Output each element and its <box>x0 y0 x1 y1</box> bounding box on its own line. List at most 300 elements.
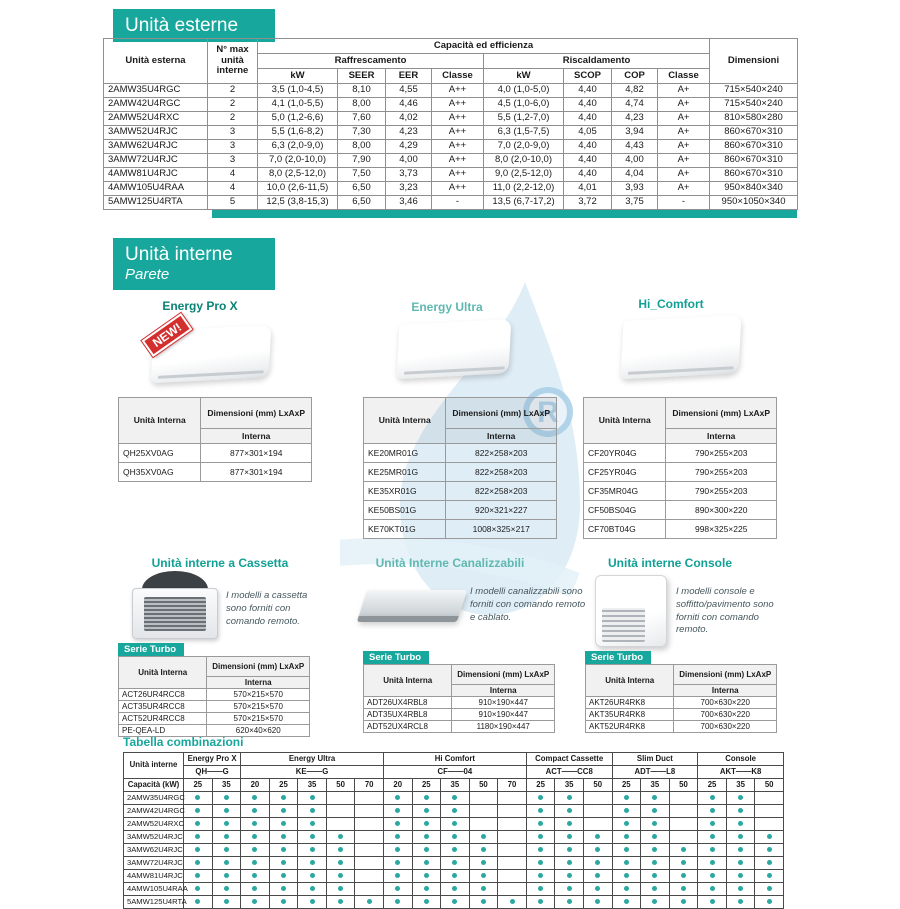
external-value-cell: 810×580×280 <box>710 112 798 126</box>
external-value-cell: 950×840×340 <box>710 182 798 196</box>
compatibility-dot <box>224 808 229 813</box>
compatibility-cell <box>355 831 384 844</box>
external-value-cell: 4,40 <box>564 140 612 154</box>
compatibility-cell <box>698 792 727 805</box>
group-code-header: KE——G <box>241 766 384 779</box>
model-cell: KE35XR01G <box>364 482 446 501</box>
compatibility-cell <box>298 818 327 831</box>
compatibility-cell <box>184 792 213 805</box>
compatibility-cell <box>469 831 498 844</box>
group-name-header: Console <box>698 753 784 766</box>
compatibility-dot <box>281 873 286 878</box>
capacity-header: 50 <box>583 779 612 792</box>
compatibility-cell <box>383 870 412 883</box>
compatibility-cell <box>412 818 441 831</box>
capacity-header: 25 <box>526 779 555 792</box>
capacity-header: 35 <box>298 779 327 792</box>
compatibility-cell <box>583 870 612 883</box>
compatibility-cell <box>269 831 298 844</box>
compatibility-dot <box>424 860 429 865</box>
external-value-cell: 8,10 <box>338 84 386 98</box>
compatibility-dot <box>595 860 600 865</box>
compatibility-cell <box>583 805 612 818</box>
combination-model-cell: 2AMW42U4RGC <box>124 805 184 818</box>
external-subheader: SCOP <box>564 69 612 84</box>
compatibility-cell <box>669 857 698 870</box>
compatibility-dot <box>567 821 572 826</box>
external-value-cell: 12,5 (3,8-15,3) <box>258 196 338 210</box>
dimensions-cell: 998×325×225 <box>666 520 777 539</box>
compatibility-dot <box>595 834 600 839</box>
compatibility-cell <box>241 896 270 909</box>
dimensions-cell: 570×215×570 <box>207 713 310 725</box>
external-value-cell: 4,40 <box>564 98 612 112</box>
compatibility-cell <box>583 792 612 805</box>
compatibility-cell <box>355 870 384 883</box>
external-value-cell: 6,50 <box>338 196 386 210</box>
teal-divider-bar <box>212 209 797 218</box>
dimensions-cell: 890×300×220 <box>666 501 777 520</box>
external-value-cell: A++ <box>432 126 484 140</box>
dimensions-cell: 910×190×447 <box>452 697 555 709</box>
description-console: I modelli console e soffitto/pavimento sono forniti con comando remoto. <box>676 586 774 636</box>
external-value-cell: 5 <box>208 196 258 210</box>
compatibility-cell <box>641 831 670 844</box>
compatibility-dot <box>252 860 257 865</box>
compatibility-cell <box>526 883 555 896</box>
spec-row <box>364 697 555 709</box>
combination-model-cell: 2AMW35U4RGC <box>124 792 184 805</box>
spec-row <box>364 721 555 733</box>
compatibility-cell <box>555 818 584 831</box>
dimensions-cell: 790×255×203 <box>666 463 777 482</box>
product-title-energy-pro-x: Energy Pro X <box>162 299 238 313</box>
compatibility-dot <box>310 821 315 826</box>
compatibility-dot <box>195 834 200 839</box>
compatibility-dot <box>767 873 772 878</box>
external-model-cell: 4AMW105U4RAA <box>104 182 208 196</box>
external-value-cell: 3,23 <box>386 182 432 196</box>
compatibility-cell <box>441 883 470 896</box>
group-name-header: Slim Duct <box>612 753 698 766</box>
compatibility-cell <box>498 870 527 883</box>
compatibility-dot <box>738 860 743 865</box>
compatibility-cell <box>726 896 755 909</box>
combination-row <box>124 857 784 870</box>
external-unit-row <box>104 84 798 98</box>
compatibility-dot <box>652 808 657 813</box>
capacity-header: 35 <box>441 779 470 792</box>
model-cell: ADT35UX4RBL8 <box>364 709 452 721</box>
header-interna: Interna <box>452 685 555 697</box>
compatibility-dot <box>195 847 200 852</box>
unit-vent <box>628 366 734 375</box>
compatibility-dot <box>624 860 629 865</box>
spec-row <box>119 713 310 725</box>
compatibility-cell <box>241 818 270 831</box>
compatibility-dot <box>224 834 229 839</box>
external-value-cell: 4,01 <box>564 182 612 196</box>
external-value-cell: 8,0 (2,5-12,0) <box>258 168 338 182</box>
compatibility-dot <box>738 821 743 826</box>
header-interna: Interna <box>666 429 777 444</box>
combination-row <box>124 818 784 831</box>
compatibility-cell <box>298 896 327 909</box>
group-name-header: Energy Pro X <box>184 753 241 766</box>
external-value-cell: A+ <box>658 154 710 168</box>
dimensions-cell: 700×630×220 <box>674 709 777 721</box>
compatibility-cell <box>412 883 441 896</box>
unit-vent <box>158 370 264 379</box>
compatibility-cell <box>555 870 584 883</box>
compatibility-dot <box>538 808 543 813</box>
external-units-table <box>103 38 798 210</box>
compatibility-dot <box>338 834 343 839</box>
compatibility-dot <box>310 795 315 800</box>
compatibility-cell <box>583 831 612 844</box>
dimensions-cell: 822×258×203 <box>446 482 557 501</box>
model-cell: ACT52UR4RCC8 <box>119 713 207 725</box>
external-value-cell: 4,55 <box>386 84 432 98</box>
compatibility-cell <box>184 831 213 844</box>
capacity-header: 25 <box>412 779 441 792</box>
compatibility-dot <box>567 795 572 800</box>
compatibility-dot <box>567 808 572 813</box>
spec-row <box>586 709 777 721</box>
external-value-cell: 2 <box>208 98 258 112</box>
combination-model-cell: 3AMW62U4RJC <box>124 844 184 857</box>
external-value-cell: 4,5 (1,0-6,0) <box>484 98 564 112</box>
external-unit-row <box>104 126 798 140</box>
spec-row <box>584 444 777 463</box>
external-value-cell: 4,05 <box>564 126 612 140</box>
compatibility-dot <box>338 886 343 891</box>
compatibility-cell <box>698 896 727 909</box>
compatibility-cell <box>641 896 670 909</box>
header-dimensioni: Dimensioni <box>710 39 798 84</box>
compatibility-dot <box>252 808 257 813</box>
external-value-cell: 2 <box>208 112 258 126</box>
compatibility-cell <box>412 792 441 805</box>
external-value-cell: A++ <box>432 98 484 112</box>
compatibility-dot <box>452 808 457 813</box>
compatibility-cell <box>526 792 555 805</box>
compatibility-dot <box>710 821 715 826</box>
compatibility-dot <box>310 847 315 852</box>
external-value-cell: A++ <box>432 140 484 154</box>
capacity-header: 50 <box>469 779 498 792</box>
spec-thead <box>584 398 777 444</box>
external-value-cell: 715×540×240 <box>710 84 798 98</box>
compatibility-cell <box>726 870 755 883</box>
external-value-cell: A+ <box>658 98 710 112</box>
compatibility-dot <box>252 886 257 891</box>
external-value-cell: 6,50 <box>338 182 386 196</box>
model-cell: AKT26UR4RK8 <box>586 697 674 709</box>
compatibility-dot <box>395 821 400 826</box>
external-value-cell: A+ <box>658 112 710 126</box>
compatibility-dot <box>452 821 457 826</box>
external-value-cell: A+ <box>658 140 710 154</box>
external-value-cell: - <box>432 196 484 210</box>
compatibility-cell <box>326 870 355 883</box>
compatibility-cell <box>698 818 727 831</box>
compatibility-cell <box>469 805 498 818</box>
compatibility-cell <box>326 883 355 896</box>
compatibility-dot <box>281 795 286 800</box>
compatibility-cell <box>583 896 612 909</box>
compatibility-dot <box>624 834 629 839</box>
external-value-cell: 4,74 <box>612 98 658 112</box>
external-subheader: Classe <box>658 69 710 84</box>
compatibility-cell <box>726 857 755 870</box>
compatibility-dot <box>481 860 486 865</box>
compatibility-cell <box>583 818 612 831</box>
compatibility-dot <box>624 886 629 891</box>
compatibility-cell <box>726 831 755 844</box>
external-value-cell: 4,40 <box>564 112 612 126</box>
compatibility-dot <box>595 873 600 878</box>
header-unita-interna: Unità Interna <box>119 398 201 444</box>
compatibility-dot <box>424 821 429 826</box>
compatibility-cell <box>212 792 241 805</box>
compatibility-cell <box>641 870 670 883</box>
compatibility-cell <box>755 883 784 896</box>
compatibility-cell <box>412 870 441 883</box>
compatibility-dot <box>624 873 629 878</box>
capacity-header: 35 <box>641 779 670 792</box>
compatibility-cell <box>298 805 327 818</box>
compatibility-cell <box>498 896 527 909</box>
compatibility-cell <box>612 896 641 909</box>
compatibility-cell <box>241 857 270 870</box>
compatibility-cell <box>755 896 784 909</box>
external-model-cell: 4AMW81U4RJC <box>104 168 208 182</box>
spec-table <box>118 656 310 737</box>
dimensions-cell: 570×215×570 <box>207 701 310 713</box>
external-value-cell: 6,3 (2,0-9,0) <box>258 140 338 154</box>
compatibility-dot <box>652 847 657 852</box>
compatibility-cell <box>669 870 698 883</box>
dimensions-cell: 910×190×447 <box>452 709 555 721</box>
compatibility-dot <box>681 886 686 891</box>
external-value-cell: 3,93 <box>612 182 658 196</box>
compatibility-cell <box>269 870 298 883</box>
compatibility-cell <box>298 857 327 870</box>
spec-row <box>364 709 555 721</box>
compatibility-dot <box>738 847 743 852</box>
compatibility-cell <box>241 831 270 844</box>
capacity-header: 25 <box>698 779 727 792</box>
combination-row <box>124 792 784 805</box>
spec-tbody <box>364 697 555 733</box>
external-value-cell: 8,00 <box>338 98 386 112</box>
external-subheader: SEER <box>338 69 386 84</box>
header-riscaldamento: Riscaldamento <box>484 54 710 69</box>
compatibility-cell <box>441 831 470 844</box>
combination-model-cell: 4AMW81U4RJC <box>124 870 184 883</box>
compatibility-cell <box>526 896 555 909</box>
compatibility-cell <box>383 831 412 844</box>
compatibility-cell <box>412 805 441 818</box>
compatibility-cell <box>469 896 498 909</box>
compatibility-cell <box>241 805 270 818</box>
compatibility-cell <box>469 818 498 831</box>
compatibility-cell <box>441 870 470 883</box>
external-value-cell: 8,0 (2,0-10,0) <box>484 154 564 168</box>
capacity-header: 35 <box>726 779 755 792</box>
compatibility-cell <box>612 818 641 831</box>
compatibility-cell <box>298 792 327 805</box>
compatibility-dot <box>252 847 257 852</box>
duct-unit-image <box>357 590 467 622</box>
compatibility-cell <box>498 818 527 831</box>
compatibility-cell <box>698 883 727 896</box>
external-value-cell: 4,40 <box>564 84 612 98</box>
external-value-cell: 7,0 (2,0-9,0) <box>484 140 564 154</box>
compatibility-cell <box>555 883 584 896</box>
compatibility-cell <box>212 844 241 857</box>
compatibility-cell <box>641 844 670 857</box>
compatibility-cell <box>269 883 298 896</box>
dimensions-cell: 700×630×220 <box>674 721 777 733</box>
compatibility-cell <box>212 870 241 883</box>
compatibility-cell <box>612 805 641 818</box>
external-value-cell: 4,00 <box>386 154 432 168</box>
header-unita-interna: Unità Interna <box>584 398 666 444</box>
cassette-unit-image <box>132 571 218 639</box>
spec-row <box>586 721 777 733</box>
external-value-cell: 3,75 <box>612 196 658 210</box>
external-value-cell: A++ <box>432 168 484 182</box>
compatibility-cell <box>669 831 698 844</box>
external-value-cell: 860×670×310 <box>710 126 798 140</box>
external-value-cell: 4,46 <box>386 98 432 112</box>
external-value-cell: 9,0 (2,5-12,0) <box>484 168 564 182</box>
compatibility-dot <box>281 847 286 852</box>
compatibility-cell <box>298 831 327 844</box>
compatibility-cell <box>355 805 384 818</box>
external-subheader: Classe <box>432 69 484 84</box>
compatibility-dot <box>195 873 200 878</box>
compatibility-dot <box>424 834 429 839</box>
compatibility-cell <box>612 870 641 883</box>
compatibility-cell <box>726 844 755 857</box>
external-value-cell: 950×1050×340 <box>710 196 798 210</box>
external-unit-row <box>104 140 798 154</box>
spec-thead <box>586 665 777 697</box>
external-value-cell: A++ <box>432 84 484 98</box>
compatibility-cell <box>555 857 584 870</box>
compatibility-cell <box>669 818 698 831</box>
compatibility-cell <box>412 857 441 870</box>
compatibility-cell <box>383 844 412 857</box>
product-title-energy-ultra: Energy Ultra <box>411 300 483 314</box>
external-value-cell: 4,23 <box>612 112 658 126</box>
capacity-header: 35 <box>212 779 241 792</box>
external-value-cell: 4,00 <box>612 154 658 168</box>
spec-table <box>118 397 312 482</box>
spec-header-row <box>364 665 555 685</box>
external-value-cell: 5,5 (1,2-7,0) <box>484 112 564 126</box>
external-model-cell: 5AMW125U4RTA <box>104 196 208 210</box>
combinations-table <box>123 752 784 909</box>
compatibility-dot <box>767 834 772 839</box>
compatibility-dot <box>652 821 657 826</box>
external-value-cell: 4,40 <box>564 154 612 168</box>
compatibility-dot <box>252 821 257 826</box>
external-value-cell: 860×670×310 <box>710 154 798 168</box>
compatibility-cell <box>526 805 555 818</box>
dimensions-cell: 570×215×570 <box>207 689 310 701</box>
compatibility-cell <box>269 896 298 909</box>
new-badge: NEW! <box>142 313 193 357</box>
model-cell: QH35XV0AG <box>119 463 201 482</box>
compatibility-dot <box>652 860 657 865</box>
section-title-internal-units <box>113 238 275 290</box>
dimensions-cell: 877×301×194 <box>201 444 312 463</box>
duct-lip <box>357 616 459 622</box>
header-dimensioni-lxaxp: Dimensioni (mm) LxAxP <box>666 398 777 429</box>
compatibility-cell <box>212 831 241 844</box>
compatibility-cell <box>526 818 555 831</box>
capacity-header: 70 <box>355 779 384 792</box>
external-value-cell: A++ <box>432 182 484 196</box>
group-code-header: AKT——K8 <box>698 766 784 779</box>
external-value-cell: 7,0 (2,0-10,0) <box>258 154 338 168</box>
spec-table <box>363 397 557 539</box>
spec-tbody <box>119 689 310 737</box>
compatibility-cell <box>669 805 698 818</box>
external-unit-row <box>104 182 798 196</box>
header-unita-interne: Unità interne <box>124 753 184 779</box>
external-value-cell: 860×670×310 <box>710 140 798 154</box>
spec-row <box>584 520 777 539</box>
compatibility-dot <box>481 834 486 839</box>
compatibility-cell <box>441 805 470 818</box>
compatibility-cell <box>698 857 727 870</box>
compatibility-dot <box>424 847 429 852</box>
model-cell: ACT35UR4RCC8 <box>119 701 207 713</box>
external-value-cell: 4 <box>208 182 258 196</box>
model-cell: CF35MR04G <box>584 482 666 501</box>
compatibility-cell <box>555 792 584 805</box>
dimensions-cell: 1180×190×447 <box>452 721 555 733</box>
compatibility-cell <box>612 831 641 844</box>
compatibility-cell <box>241 844 270 857</box>
compatibility-cell <box>526 831 555 844</box>
compatibility-cell <box>755 831 784 844</box>
compatibility-cell <box>241 792 270 805</box>
header-unita-interna: Unità Interna <box>586 665 674 697</box>
compatibility-cell <box>383 818 412 831</box>
header-dimensioni-lxaxp: Dimensioni (mm) LxAxP <box>207 657 310 677</box>
compatibility-dot <box>195 860 200 865</box>
external-value-cell: 3 <box>208 126 258 140</box>
compatibility-dot <box>738 808 743 813</box>
spec-row <box>119 701 310 713</box>
compatibility-dot <box>738 886 743 891</box>
compatibility-dot <box>281 821 286 826</box>
model-cell: CF25YR04G <box>584 463 666 482</box>
compatibility-cell <box>383 792 412 805</box>
compatibility-cell <box>755 844 784 857</box>
compatibility-dot <box>538 821 543 826</box>
compatibility-cell <box>326 896 355 909</box>
compatibility-cell <box>612 883 641 896</box>
compatibility-dot <box>252 795 257 800</box>
external-value-cell: 4,04 <box>612 168 658 182</box>
